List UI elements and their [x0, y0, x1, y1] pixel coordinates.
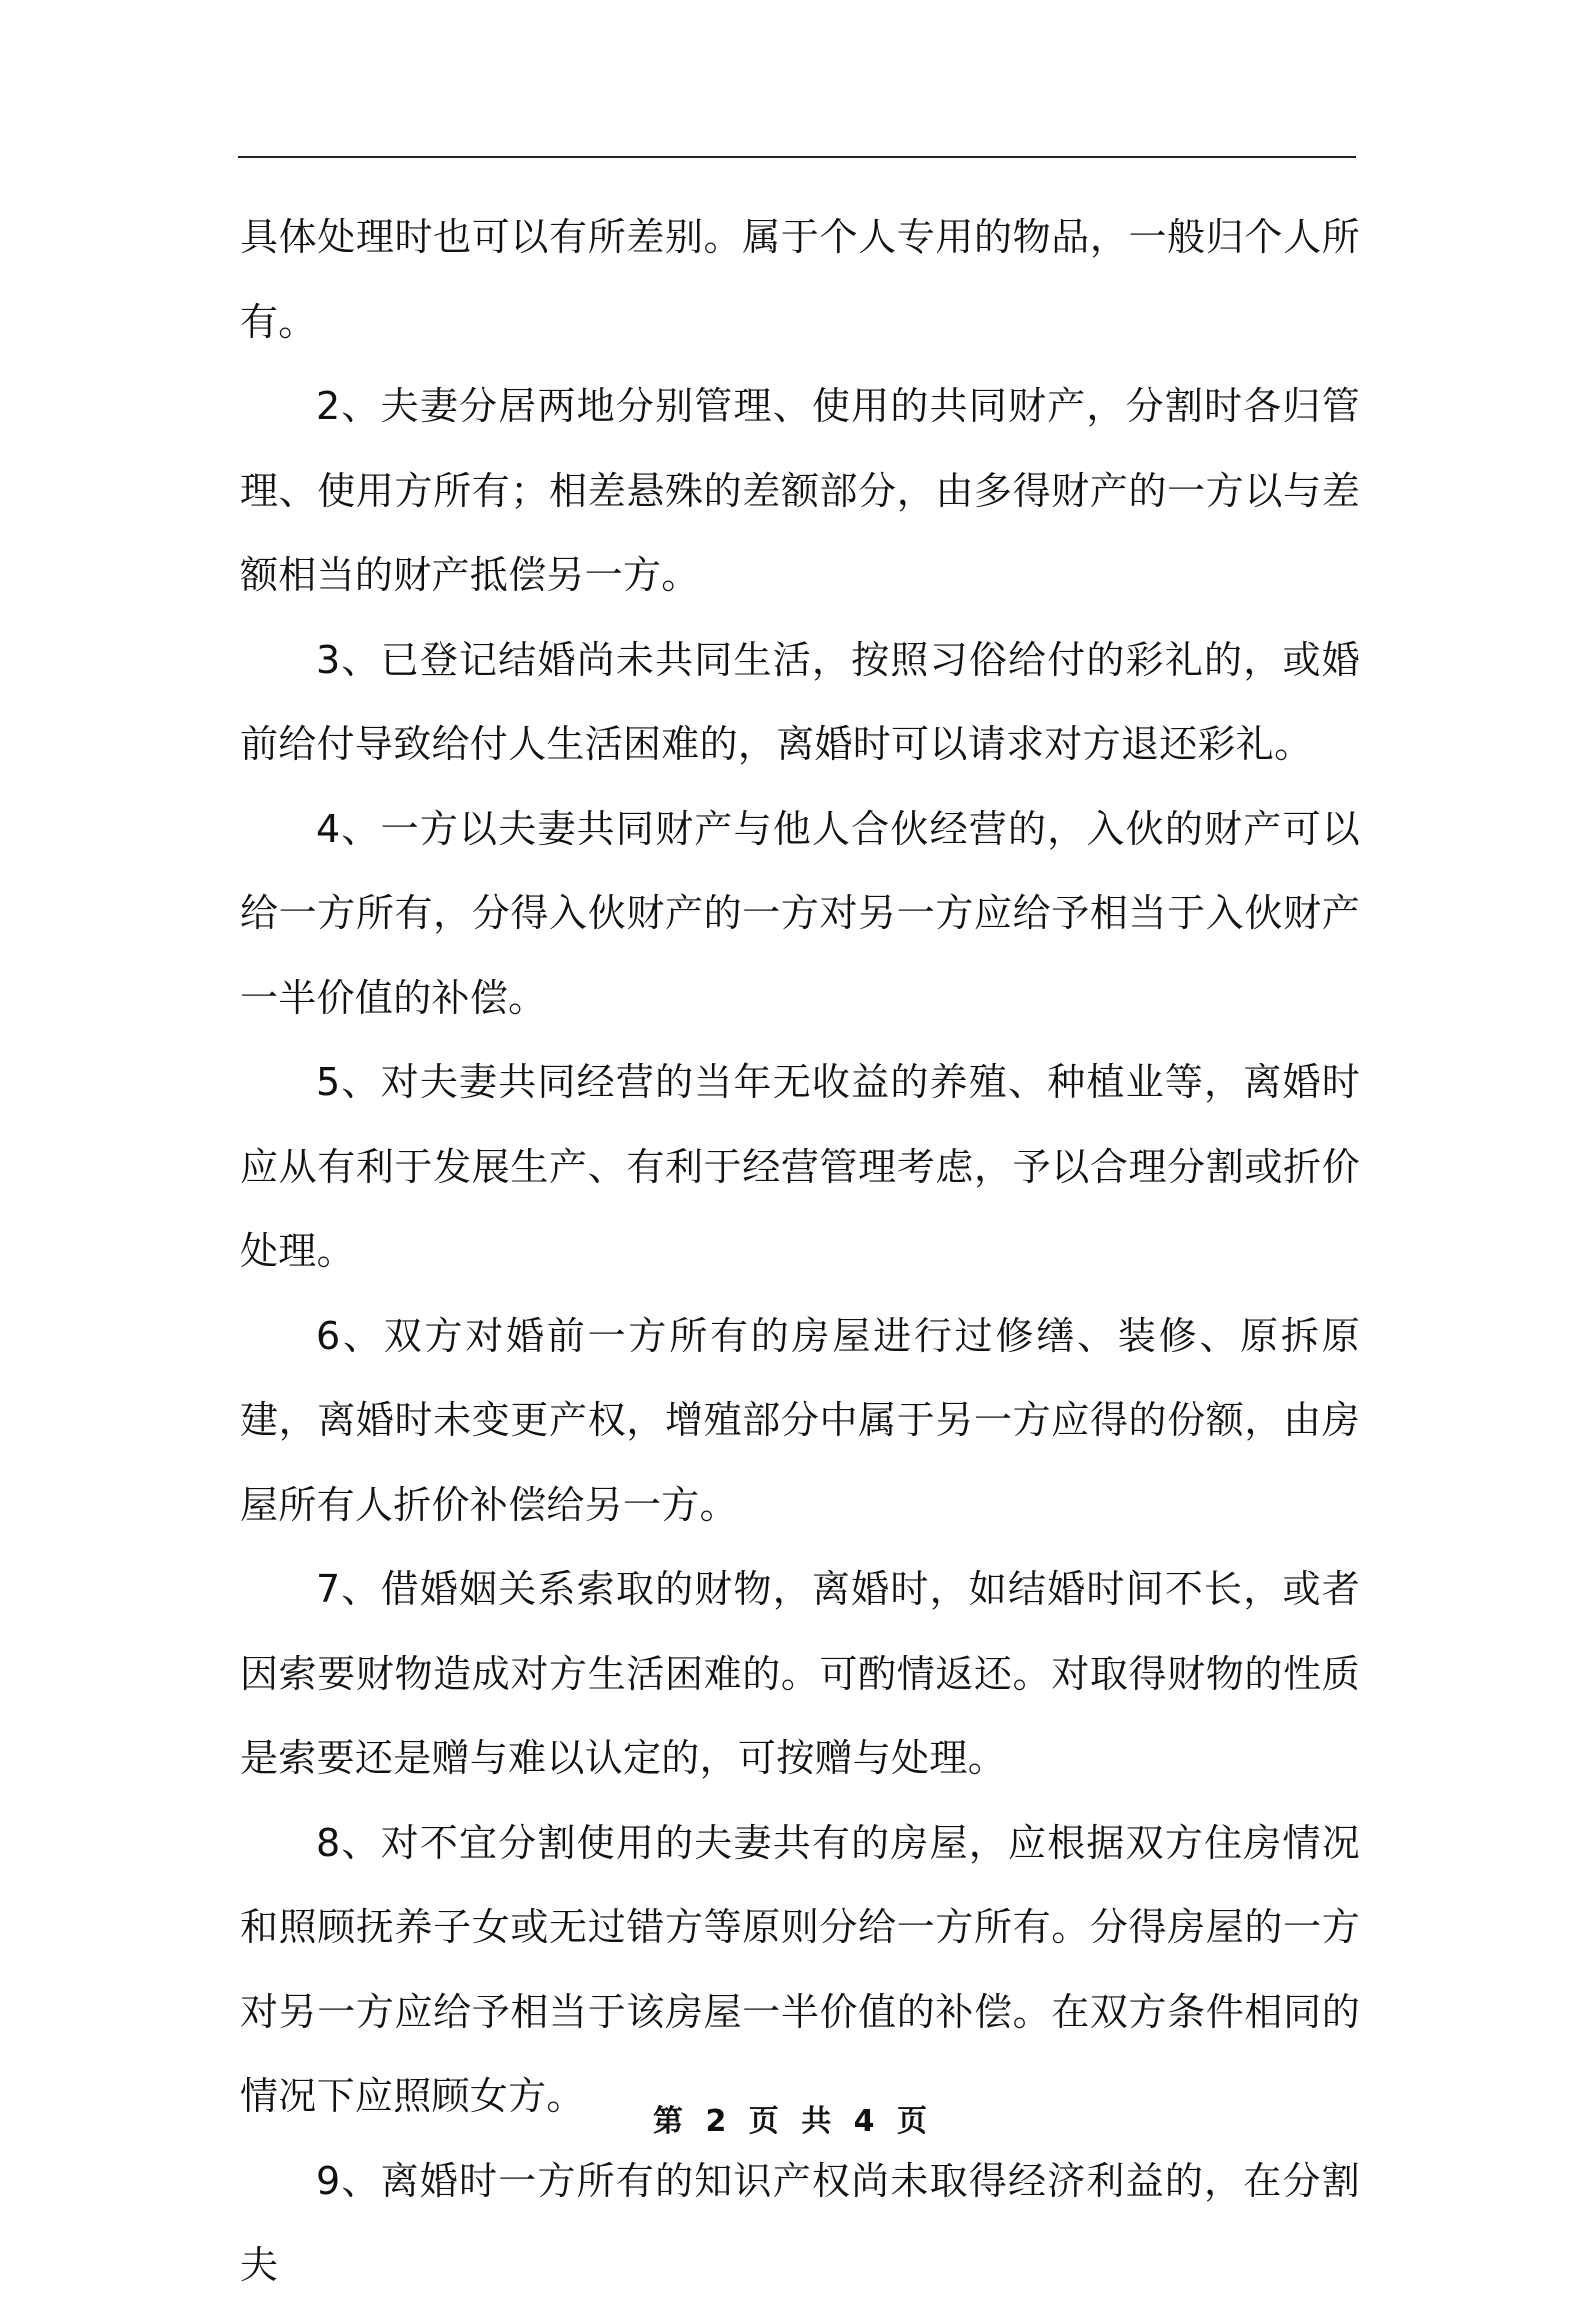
paragraph-item-9: 9、离婚时一方所有的知识产权尚未取得经济利益的，在分割夫 [240, 2158, 1360, 2287]
header-rule [238, 156, 1356, 158]
paragraph-item-2: 2、夫妻分居两地分别管理、使用的共同财产，分割时各归管理、使用方所有；相差悬殊的差额部分，由多得财产的一方以与差额相当的财产抵偿另一方。 [240, 384, 1360, 597]
page-number-footer: 第 2 页 共 4 页 [653, 2104, 933, 2139]
paragraph-item-7: 7、借婚姻关系索取的财物，离婚时，如结婚时间不长，或者因索要财物造成对方生活困难的。可酌情返还。对取得财物的性质是索要还是赠与难以认定的，可按赠与处理。 [240, 1567, 1360, 1780]
paragraph-item-4: 4、一方以夫妻共同财产与他人合伙经营的，入伙的财产可以给一方所有，分得入伙财产的一方对另一方应给予相当于入伙财产一半价值的补偿。 [240, 806, 1360, 1020]
document-body [240, 195, 1360, 2308]
paragraph-item-6: 6、双方对婚前一方所有的房屋进行过修缮、装修、原拆原建，离婚时未变更产权，增殖部分中属于另一方应得的份额，由房屋所有人折价补偿给另一方。 [240, 1313, 1360, 1527]
paragraph-item-3: 3、已登记结婚尚未共同生活，按照习俗给付的彩礼的，或婚前给付导致给付人生活困难的，离婚时可以请求对方退还彩礼。 [240, 637, 1360, 766]
paragraph-continuation: 具体处理时也可以有所差别。属于个人专用的物品，一般归个人所有。 [240, 215, 1360, 344]
paragraph-item-5: 5、对夫妻共同经营的当年无收益的养殖、种植业等，离婚时应从有利于发展生产、有利于经营管理考虑，予以合理分割或折价处理。 [240, 1060, 1360, 1273]
paragraph-item-8: 8、对不宜分割使用的夫妻共有的房屋，应根据双方住房情况和照顾抚养子女或无过错方等原则分给一方所有。分得房屋的一方对另一方应给予相当于该房屋一半价值的补偿。在双方条件相同的情况下应照顾女方。 [240, 1820, 1360, 2118]
